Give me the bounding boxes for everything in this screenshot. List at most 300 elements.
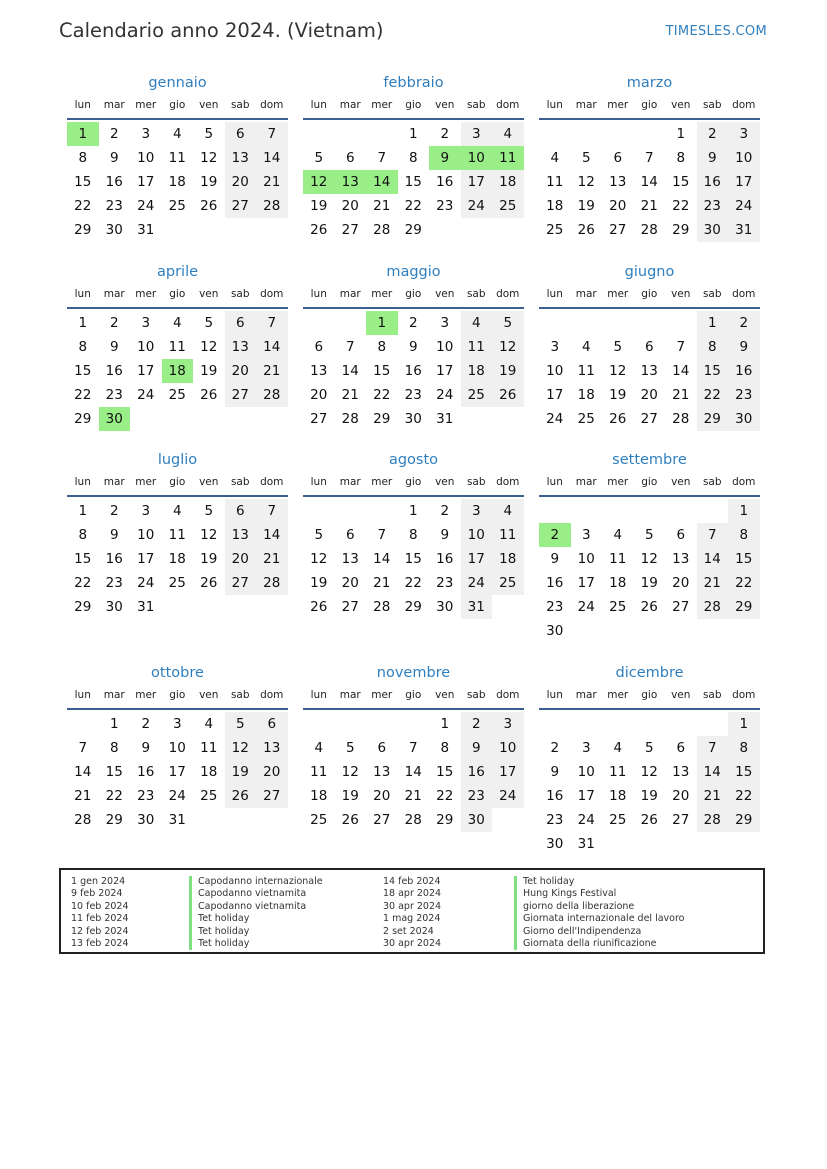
day-cell[interactable]: 27 <box>672 599 690 615</box>
day-cell[interactable]: 21 <box>256 359 288 383</box>
day-cell[interactable]: 14 <box>640 174 658 190</box>
day-cell[interactable]: 27 <box>225 383 257 407</box>
day-cell[interactable]: 3 <box>461 122 493 146</box>
day-cell[interactable]: 12 <box>200 527 218 543</box>
day-cell[interactable]: 14 <box>256 523 288 547</box>
day-cell[interactable]: 14 <box>697 547 729 571</box>
day-cell[interactable]: 26 <box>577 222 595 238</box>
day-cell[interactable]: 21 <box>672 387 690 403</box>
day-cell[interactable]: 7 <box>408 740 418 756</box>
day-cell[interactable]: 27 <box>310 411 328 427</box>
day-cell[interactable]: 20 <box>310 387 328 403</box>
day-cell[interactable]: 5 <box>644 527 654 543</box>
holiday-day-cell[interactable]: 18 <box>162 359 194 383</box>
day-cell[interactable]: 31 <box>461 595 493 619</box>
day-cell[interactable]: 5 <box>492 311 524 335</box>
day-cell[interactable]: 31 <box>137 599 155 615</box>
day-cell[interactable]: 22 <box>436 788 454 804</box>
holiday-day-cell[interactable]: 1 <box>67 122 99 146</box>
day-cell[interactable]: 20 <box>672 575 690 591</box>
day-cell[interactable]: 10 <box>436 339 454 355</box>
holiday-day-cell[interactable]: 14 <box>366 170 398 194</box>
day-cell[interactable]: 10 <box>728 146 760 170</box>
day-cell[interactable]: 1 <box>728 712 760 736</box>
day-cell[interactable]: 17 <box>137 174 155 190</box>
day-cell[interactable]: 30 <box>728 407 760 431</box>
day-cell[interactable]: 18 <box>609 575 627 591</box>
day-cell[interactable]: 19 <box>200 174 218 190</box>
day-cell[interactable]: 25 <box>310 812 328 828</box>
day-cell[interactable]: 6 <box>644 339 654 355</box>
day-cell[interactable]: 30 <box>404 411 422 427</box>
day-cell[interactable]: 7 <box>345 339 355 355</box>
day-cell[interactable]: 25 <box>577 411 595 427</box>
day-cell[interactable]: 16 <box>546 788 564 804</box>
day-cell[interactable]: 1 <box>408 503 418 519</box>
day-cell[interactable]: 23 <box>105 387 123 403</box>
day-cell[interactable]: 10 <box>546 363 564 379</box>
day-cell[interactable]: 9 <box>440 527 450 543</box>
day-cell[interactable]: 12 <box>640 551 658 567</box>
day-cell[interactable]: 30 <box>105 599 123 615</box>
day-cell[interactable]: 18 <box>168 551 186 567</box>
day-cell[interactable]: 12 <box>640 764 658 780</box>
day-cell[interactable]: 3 <box>141 315 151 331</box>
day-cell[interactable]: 18 <box>546 198 564 214</box>
day-cell[interactable]: 19 <box>200 363 218 379</box>
day-cell[interactable]: 11 <box>546 174 564 190</box>
day-cell[interactable]: 21 <box>640 198 658 214</box>
day-cell[interactable]: 7 <box>377 527 387 543</box>
holiday-day-cell[interactable]: 13 <box>335 170 367 194</box>
day-cell[interactable]: 1 <box>440 716 450 732</box>
day-cell[interactable]: 8 <box>728 523 760 547</box>
day-cell[interactable]: 4 <box>613 527 623 543</box>
day-cell[interactable]: 10 <box>137 150 155 166</box>
day-cell[interactable]: 17 <box>728 170 760 194</box>
day-cell[interactable]: 31 <box>728 218 760 242</box>
day-cell[interactable]: 1 <box>697 311 729 335</box>
day-cell[interactable]: 27 <box>373 812 391 828</box>
day-cell[interactable]: 2 <box>440 503 450 519</box>
day-cell[interactable]: 19 <box>310 198 328 214</box>
day-cell[interactable]: 30 <box>436 599 454 615</box>
day-cell[interactable]: 17 <box>436 363 454 379</box>
day-cell[interactable]: 29 <box>74 599 92 615</box>
day-cell[interactable]: 18 <box>492 547 524 571</box>
day-cell[interactable]: 14 <box>373 551 391 567</box>
day-cell[interactable]: 28 <box>256 194 288 218</box>
day-cell[interactable]: 19 <box>640 575 658 591</box>
day-cell[interactable]: 17 <box>492 760 524 784</box>
day-cell[interactable]: 14 <box>256 146 288 170</box>
day-cell[interactable]: 14 <box>697 760 729 784</box>
day-cell[interactable]: 18 <box>577 387 595 403</box>
day-cell[interactable]: 21 <box>256 547 288 571</box>
day-cell[interactable]: 11 <box>461 335 493 359</box>
day-cell[interactable]: 31 <box>137 222 155 238</box>
day-cell[interactable]: 5 <box>581 150 591 166</box>
day-cell[interactable]: 12 <box>341 764 359 780</box>
day-cell[interactable]: 15 <box>74 551 92 567</box>
day-cell[interactable]: 6 <box>676 527 686 543</box>
day-cell[interactable]: 2 <box>550 740 560 756</box>
day-cell[interactable]: 11 <box>168 150 186 166</box>
day-cell[interactable]: 22 <box>404 198 422 214</box>
day-cell[interactable]: 16 <box>137 764 155 780</box>
day-cell[interactable]: 24 <box>546 411 564 427</box>
day-cell[interactable]: 22 <box>728 784 760 808</box>
day-cell[interactable]: 9 <box>697 146 729 170</box>
holiday-day-cell[interactable]: 12 <box>303 170 335 194</box>
day-cell[interactable]: 20 <box>609 198 627 214</box>
day-cell[interactable]: 9 <box>550 551 560 567</box>
day-cell[interactable]: 20 <box>640 387 658 403</box>
day-cell[interactable]: 2 <box>109 126 119 142</box>
day-cell[interactable]: 20 <box>225 547 257 571</box>
day-cell[interactable]: 12 <box>492 335 524 359</box>
holiday-day-cell[interactable]: 9 <box>429 146 461 170</box>
day-cell[interactable]: 3 <box>172 716 182 732</box>
day-cell[interactable]: 26 <box>200 387 218 403</box>
day-cell[interactable]: 25 <box>492 571 524 595</box>
day-cell[interactable]: 10 <box>492 736 524 760</box>
day-cell[interactable]: 25 <box>609 812 627 828</box>
day-cell[interactable]: 13 <box>256 736 288 760</box>
day-cell[interactable]: 29 <box>672 222 690 238</box>
day-cell[interactable]: 21 <box>256 170 288 194</box>
day-cell[interactable]: 8 <box>440 740 450 756</box>
day-cell[interactable]: 29 <box>728 808 760 832</box>
day-cell[interactable]: 21 <box>373 575 391 591</box>
day-cell[interactable]: 18 <box>492 170 524 194</box>
day-cell[interactable]: 12 <box>225 736 257 760</box>
day-cell[interactable]: 28 <box>256 383 288 407</box>
day-cell[interactable]: 28 <box>672 411 690 427</box>
day-cell[interactable]: 9 <box>550 764 560 780</box>
day-cell[interactable]: 23 <box>436 575 454 591</box>
day-cell[interactable]: 2 <box>461 712 493 736</box>
day-cell[interactable]: 2 <box>109 503 119 519</box>
day-cell[interactable]: 11 <box>310 764 328 780</box>
day-cell[interactable]: 23 <box>404 387 422 403</box>
day-cell[interactable]: 12 <box>200 339 218 355</box>
day-cell[interactable]: 2 <box>440 126 450 142</box>
day-cell[interactable]: 11 <box>609 551 627 567</box>
day-cell[interactable]: 25 <box>168 575 186 591</box>
day-cell[interactable]: 6 <box>225 122 257 146</box>
day-cell[interactable]: 20 <box>225 170 257 194</box>
day-cell[interactable]: 3 <box>141 126 151 142</box>
day-cell[interactable]: 28 <box>341 411 359 427</box>
day-cell[interactable]: 15 <box>373 363 391 379</box>
day-cell[interactable]: 1 <box>408 126 418 142</box>
day-cell[interactable]: 21 <box>373 198 391 214</box>
day-cell[interactable]: 26 <box>200 575 218 591</box>
day-cell[interactable]: 4 <box>492 122 524 146</box>
day-cell[interactable]: 3 <box>581 740 591 756</box>
day-cell[interactable]: 4 <box>581 339 591 355</box>
day-cell[interactable]: 13 <box>609 174 627 190</box>
day-cell[interactable]: 26 <box>310 599 328 615</box>
day-cell[interactable]: 15 <box>728 760 760 784</box>
day-cell[interactable]: 26 <box>640 599 658 615</box>
day-cell[interactable]: 19 <box>341 788 359 804</box>
day-cell[interactable]: 15 <box>728 547 760 571</box>
day-cell[interactable]: 30 <box>697 218 729 242</box>
day-cell[interactable]: 1 <box>78 503 88 519</box>
day-cell[interactable]: 23 <box>728 383 760 407</box>
day-cell[interactable]: 8 <box>408 150 418 166</box>
day-cell[interactable]: 16 <box>105 363 123 379</box>
day-cell[interactable]: 25 <box>546 222 564 238</box>
day-cell[interactable]: 13 <box>310 363 328 379</box>
day-cell[interactable]: 20 <box>341 575 359 591</box>
day-cell[interactable]: 22 <box>74 575 92 591</box>
brand-logo[interactable]: TIMESLES.COM <box>665 24 767 39</box>
day-cell[interactable]: 29 <box>404 222 422 238</box>
day-cell[interactable]: 15 <box>74 363 92 379</box>
day-cell[interactable]: 20 <box>341 198 359 214</box>
day-cell[interactable]: 16 <box>105 551 123 567</box>
day-cell[interactable]: 29 <box>436 812 454 828</box>
day-cell[interactable]: 19 <box>310 575 328 591</box>
day-cell[interactable]: 18 <box>168 174 186 190</box>
day-cell[interactable]: 24 <box>168 788 186 804</box>
day-cell[interactable]: 6 <box>225 311 257 335</box>
day-cell[interactable]: 4 <box>172 126 182 142</box>
day-cell[interactable]: 17 <box>137 551 155 567</box>
day-cell[interactable]: 26 <box>200 198 218 214</box>
day-cell[interactable]: 26 <box>492 383 524 407</box>
day-cell[interactable]: 25 <box>609 599 627 615</box>
day-cell[interactable]: 26 <box>609 411 627 427</box>
day-cell[interactable]: 17 <box>461 547 493 571</box>
day-cell[interactable]: 19 <box>225 760 257 784</box>
day-cell[interactable]: 28 <box>74 812 92 828</box>
day-cell[interactable]: 8 <box>78 339 88 355</box>
day-cell[interactable]: 30 <box>137 812 155 828</box>
day-cell[interactable]: 7 <box>256 311 288 335</box>
day-cell[interactable]: 9 <box>141 740 151 756</box>
day-cell[interactable]: 16 <box>546 575 564 591</box>
day-cell[interactable]: 5 <box>204 315 214 331</box>
day-cell[interactable]: 19 <box>640 788 658 804</box>
day-cell[interactable]: 24 <box>436 387 454 403</box>
day-cell[interactable]: 1 <box>676 126 686 142</box>
day-cell[interactable]: 29 <box>373 411 391 427</box>
day-cell[interactable]: 11 <box>200 740 218 756</box>
day-cell[interactable]: 11 <box>168 339 186 355</box>
day-cell[interactable]: 6 <box>345 150 355 166</box>
day-cell[interactable]: 8 <box>78 150 88 166</box>
day-cell[interactable]: 27 <box>672 812 690 828</box>
day-cell[interactable]: 5 <box>314 150 324 166</box>
day-cell[interactable]: 22 <box>373 387 391 403</box>
day-cell[interactable]: 13 <box>225 146 257 170</box>
day-cell[interactable]: 11 <box>609 764 627 780</box>
day-cell[interactable]: 21 <box>697 571 729 595</box>
day-cell[interactable]: 28 <box>697 808 729 832</box>
day-cell[interactable]: 15 <box>404 551 422 567</box>
day-cell[interactable]: 13 <box>672 551 690 567</box>
day-cell[interactable]: 19 <box>200 551 218 567</box>
day-cell[interactable]: 9 <box>728 335 760 359</box>
day-cell[interactable]: 22 <box>697 383 729 407</box>
day-cell[interactable]: 15 <box>404 174 422 190</box>
day-cell[interactable]: 27 <box>609 222 627 238</box>
day-cell[interactable]: 23 <box>461 784 493 808</box>
day-cell[interactable]: 9 <box>461 736 493 760</box>
day-cell[interactable]: 29 <box>74 411 92 427</box>
day-cell[interactable]: 2 <box>697 122 729 146</box>
day-cell[interactable]: 26 <box>310 222 328 238</box>
day-cell[interactable]: 8 <box>728 736 760 760</box>
day-cell[interactable]: 24 <box>492 784 524 808</box>
day-cell[interactable]: 16 <box>436 551 454 567</box>
day-cell[interactable]: 7 <box>697 523 729 547</box>
day-cell[interactable]: 25 <box>168 198 186 214</box>
day-cell[interactable]: 11 <box>168 527 186 543</box>
day-cell[interactable]: 24 <box>577 599 595 615</box>
day-cell[interactable]: 27 <box>341 222 359 238</box>
day-cell[interactable]: 16 <box>404 363 422 379</box>
day-cell[interactable]: 26 <box>341 812 359 828</box>
day-cell[interactable]: 4 <box>172 503 182 519</box>
day-cell[interactable]: 16 <box>105 174 123 190</box>
day-cell[interactable]: 19 <box>609 387 627 403</box>
day-cell[interactable]: 4 <box>172 315 182 331</box>
day-cell[interactable]: 6 <box>314 339 324 355</box>
day-cell[interactable]: 3 <box>581 527 591 543</box>
day-cell[interactable]: 23 <box>697 194 729 218</box>
day-cell[interactable]: 18 <box>461 359 493 383</box>
day-cell[interactable]: 9 <box>109 527 119 543</box>
day-cell[interactable]: 28 <box>404 812 422 828</box>
day-cell[interactable]: 5 <box>613 339 623 355</box>
day-cell[interactable]: 3 <box>141 503 151 519</box>
day-cell[interactable]: 3 <box>492 712 524 736</box>
day-cell[interactable]: 7 <box>256 122 288 146</box>
day-cell[interactable]: 29 <box>697 407 729 431</box>
day-cell[interactable]: 30 <box>461 808 493 832</box>
day-cell[interactable]: 16 <box>697 170 729 194</box>
day-cell[interactable]: 5 <box>644 740 654 756</box>
day-cell[interactable]: 13 <box>225 523 257 547</box>
day-cell[interactable]: 23 <box>137 788 155 804</box>
day-cell[interactable]: 22 <box>728 571 760 595</box>
day-cell[interactable]: 19 <box>492 359 524 383</box>
day-cell[interactable]: 8 <box>697 335 729 359</box>
day-cell[interactable]: 12 <box>310 551 328 567</box>
day-cell[interactable]: 11 <box>492 523 524 547</box>
day-cell[interactable]: 28 <box>256 571 288 595</box>
day-cell[interactable]: 7 <box>256 499 288 523</box>
day-cell[interactable]: 6 <box>225 499 257 523</box>
day-cell[interactable]: 5 <box>314 527 324 543</box>
day-cell[interactable]: 23 <box>436 198 454 214</box>
day-cell[interactable]: 23 <box>105 198 123 214</box>
day-cell[interactable]: 16 <box>728 359 760 383</box>
day-cell[interactable]: 28 <box>373 222 391 238</box>
day-cell[interactable]: 11 <box>577 363 595 379</box>
day-cell[interactable]: 29 <box>74 222 92 238</box>
day-cell[interactable]: 14 <box>404 764 422 780</box>
day-cell[interactable]: 8 <box>408 527 418 543</box>
day-cell[interactable]: 15 <box>105 764 123 780</box>
day-cell[interactable]: 21 <box>404 788 422 804</box>
day-cell[interactable]: 29 <box>105 812 123 828</box>
day-cell[interactable]: 31 <box>436 411 454 427</box>
day-cell[interactable]: 30 <box>546 836 564 852</box>
day-cell[interactable]: 14 <box>672 363 690 379</box>
day-cell[interactable]: 2 <box>728 311 760 335</box>
day-cell[interactable]: 4 <box>204 716 214 732</box>
day-cell[interactable]: 23 <box>546 599 564 615</box>
day-cell[interactable]: 22 <box>672 198 690 214</box>
day-cell[interactable]: 6 <box>377 740 387 756</box>
day-cell[interactable]: 22 <box>105 788 123 804</box>
holiday-day-cell[interactable]: 30 <box>99 407 131 431</box>
day-cell[interactable]: 10 <box>168 740 186 756</box>
day-cell[interactable]: 12 <box>609 363 627 379</box>
day-cell[interactable]: 14 <box>341 363 359 379</box>
day-cell[interactable]: 30 <box>546 623 564 639</box>
day-cell[interactable]: 26 <box>225 784 257 808</box>
day-cell[interactable]: 15 <box>672 174 690 190</box>
day-cell[interactable]: 8 <box>377 339 387 355</box>
day-cell[interactable]: 7 <box>78 740 88 756</box>
day-cell[interactable]: 17 <box>461 170 493 194</box>
day-cell[interactable]: 18 <box>310 788 328 804</box>
day-cell[interactable]: 15 <box>436 764 454 780</box>
day-cell[interactable]: 25 <box>492 194 524 218</box>
holiday-day-cell[interactable]: 11 <box>492 146 524 170</box>
day-cell[interactable]: 23 <box>546 812 564 828</box>
day-cell[interactable]: 17 <box>137 363 155 379</box>
day-cell[interactable]: 17 <box>546 387 564 403</box>
day-cell[interactable]: 4 <box>613 740 623 756</box>
day-cell[interactable]: 10 <box>137 339 155 355</box>
day-cell[interactable]: 16 <box>436 174 454 190</box>
day-cell[interactable]: 3 <box>728 122 760 146</box>
day-cell[interactable]: 21 <box>341 387 359 403</box>
holiday-day-cell[interactable]: 1 <box>366 311 398 335</box>
day-cell[interactable]: 25 <box>461 383 493 407</box>
day-cell[interactable]: 20 <box>256 760 288 784</box>
day-cell[interactable]: 13 <box>373 764 391 780</box>
day-cell[interactable]: 21 <box>74 788 92 804</box>
day-cell[interactable]: 18 <box>609 788 627 804</box>
day-cell[interactable]: 12 <box>577 174 595 190</box>
day-cell[interactable]: 13 <box>640 363 658 379</box>
day-cell[interactable]: 28 <box>640 222 658 238</box>
holiday-day-cell[interactable]: 2 <box>539 523 571 547</box>
day-cell[interactable]: 24 <box>137 575 155 591</box>
day-cell[interactable]: 8 <box>78 527 88 543</box>
day-cell[interactable]: 5 <box>225 712 257 736</box>
day-cell[interactable]: 7 <box>697 736 729 760</box>
day-cell[interactable]: 27 <box>225 194 257 218</box>
day-cell[interactable]: 29 <box>728 595 760 619</box>
day-cell[interactable]: 30 <box>105 222 123 238</box>
day-cell[interactable]: 1 <box>109 716 119 732</box>
day-cell[interactable]: 17 <box>577 575 595 591</box>
day-cell[interactable]: 22 <box>404 575 422 591</box>
day-cell[interactable]: 8 <box>676 150 686 166</box>
day-cell[interactable]: 15 <box>74 174 92 190</box>
day-cell[interactable]: 4 <box>492 499 524 523</box>
